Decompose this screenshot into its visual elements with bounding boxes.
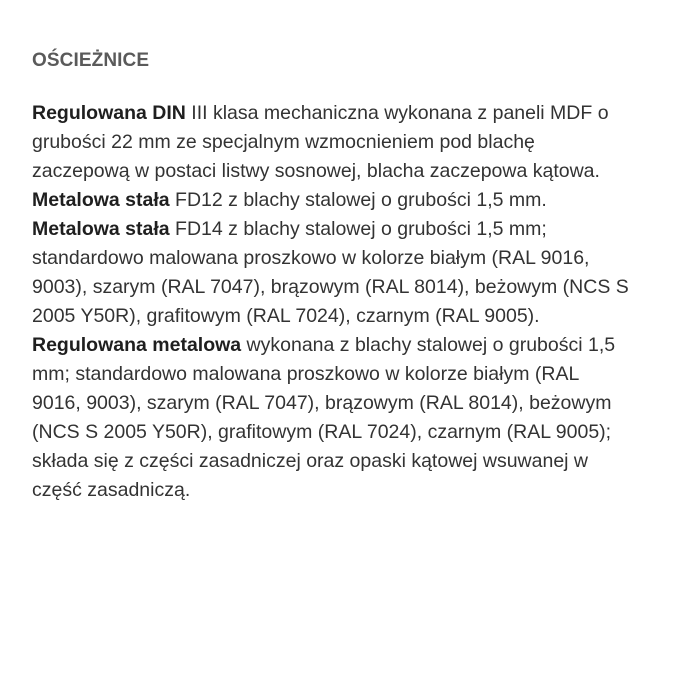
frame-item-fd14-title: Metalowa stała: [32, 218, 170, 240]
description-paragraph: [32, 99, 632, 505]
frame-item-din: [32, 102, 609, 182]
frame-item-adjustable-metal: [32, 334, 615, 501]
frame-item-din-title: Regulowana DIN: [32, 102, 186, 124]
frame-item-adjustable-metal-text: wykonana z blachy stalowej o grubości 1,5 mm; standardowo malowana proszkowo w kolorze białym (RAL 9016, 9003), szarym (RAL 7047), brązowym (RAL 8014), beżowym (NCS S 2005 Y50R), grafitowym (RAL 7024), czarnym (RAL 9005); składa się z części zasadniczej oraz opaski kątowej wsuwanej w część zasadniczą.: [32, 334, 616, 501]
frame-item-fd14: [32, 218, 629, 327]
frame-item-fd12-text: FD12 z blachy stalowej o grubości 1,5 mm.: [169, 189, 547, 211]
frame-item-fd12-title: Metalowa stała: [32, 189, 170, 211]
content-section: [32, 50, 632, 505]
frame-item-adjustable-metal-title: Regulowana metalowa: [32, 334, 242, 356]
frame-item-fd12: [32, 189, 547, 211]
frame-item-fd14-text: FD14 z blachy stalowej o grubości 1,5 mm; standardowo malowana proszkowo w kolorze białym (RAL 9016, 9003), szarym (RAL 7047), brązowym (RAL 8014), beżowym (NCS S 2005 Y50R), grafitowym (RAL 7024), czarnym (RAL 9005).: [32, 218, 629, 327]
section-heading: OŚCIEŻNICE: [32, 50, 150, 71]
frame-item-din-text: III klasa mechaniczna wykonana z paneli MDF o grubości 22 mm ze specjalnym wzmocnieniem pod blachę zaczepową w postaci listwy sosnowej, blacha zaczepowa kątowa.: [32, 102, 609, 182]
